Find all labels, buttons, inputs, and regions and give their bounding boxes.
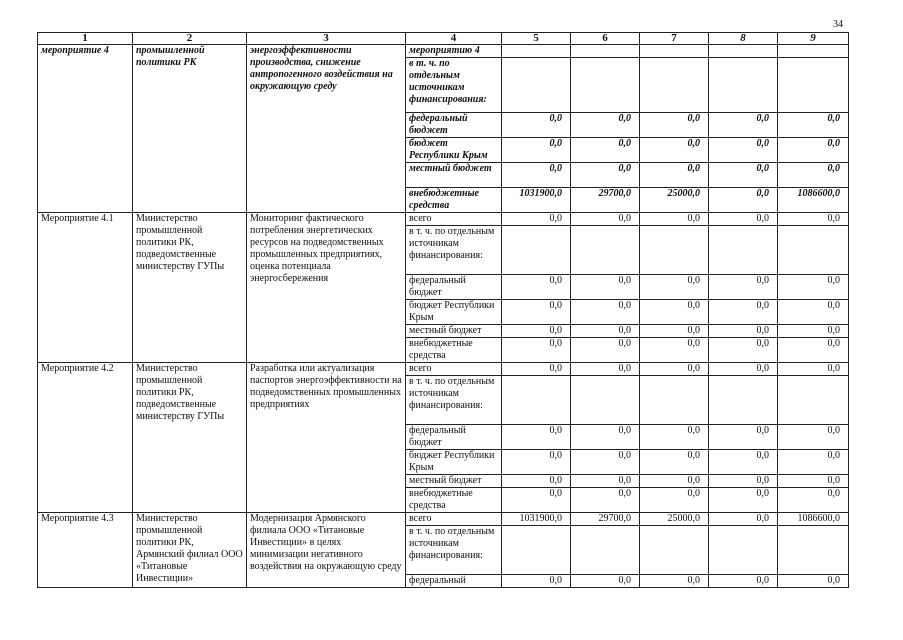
amount-cell: 0,0 bbox=[502, 425, 571, 450]
amount-cell bbox=[709, 45, 778, 58]
amount-cell: 0,0 bbox=[709, 575, 778, 588]
amount-cell: 0,0 bbox=[502, 138, 571, 163]
measure-name: Мероприятие 4.2 bbox=[38, 363, 133, 513]
amount-cell: 0,0 bbox=[640, 488, 709, 513]
amount-cell bbox=[571, 526, 640, 575]
amount-cell: 0,0 bbox=[640, 138, 709, 163]
amount-cell bbox=[778, 526, 849, 575]
funding-source: внебюджетные средства bbox=[406, 188, 502, 213]
amount-cell: 0,0 bbox=[640, 275, 709, 300]
funding-source: местный бюджет bbox=[406, 475, 502, 488]
amount-cell bbox=[640, 526, 709, 575]
amount-cell: 0,0 bbox=[778, 488, 849, 513]
funding-source: мероприятию 4 bbox=[406, 45, 502, 58]
funding-source: в т. ч. по отдельным источникам финансирования: bbox=[406, 526, 502, 575]
amount-cell: 0,0 bbox=[571, 163, 640, 188]
amount-cell bbox=[640, 376, 709, 425]
amount-cell bbox=[571, 45, 640, 58]
table-row bbox=[38, 363, 849, 376]
amount-cell bbox=[709, 526, 778, 575]
budget-table bbox=[37, 32, 849, 588]
amount-cell: 0,0 bbox=[571, 425, 640, 450]
amount-cell: 0,0 bbox=[502, 163, 571, 188]
column-number: 9 bbox=[778, 33, 849, 45]
amount-cell: 0,0 bbox=[709, 450, 778, 475]
table-row bbox=[38, 45, 849, 58]
amount-cell: 0,0 bbox=[640, 338, 709, 363]
amount-cell bbox=[571, 226, 640, 275]
amount-cell: 0,0 bbox=[502, 475, 571, 488]
amount-cell: 0,0 bbox=[709, 188, 778, 213]
amount-cell bbox=[709, 376, 778, 425]
amount-cell: 0,0 bbox=[502, 213, 571, 226]
funding-source: местный бюджет bbox=[406, 325, 502, 338]
funding-source: всего bbox=[406, 363, 502, 376]
amount-cell: 0,0 bbox=[640, 213, 709, 226]
amount-cell: 0,0 bbox=[778, 338, 849, 363]
executor: Министерство промышленной политики РК, подведомственные министерству ГУПы bbox=[133, 363, 247, 513]
table-row bbox=[38, 213, 849, 226]
amount-cell: 0,0 bbox=[709, 300, 778, 325]
amount-cell: 0,0 bbox=[778, 300, 849, 325]
measure-name: мероприятие 4 bbox=[38, 45, 133, 213]
amount-cell: 0,0 bbox=[571, 113, 640, 138]
funding-source: внебюджетные средства bbox=[406, 338, 502, 363]
amount-cell: 0,0 bbox=[571, 450, 640, 475]
column-number: 8 bbox=[709, 33, 778, 45]
amount-cell: 0,0 bbox=[778, 475, 849, 488]
funding-source: в т. ч. по отдельным источникам финансирования: bbox=[406, 226, 502, 275]
amount-cell: 0,0 bbox=[709, 363, 778, 376]
measure-name: Мероприятие 4.1 bbox=[38, 213, 133, 363]
funding-source: всего bbox=[406, 513, 502, 526]
amount-cell: 0,0 bbox=[571, 363, 640, 376]
amount-cell: 0,0 bbox=[502, 113, 571, 138]
amount-cell bbox=[502, 226, 571, 275]
amount-cell: 0,0 bbox=[640, 425, 709, 450]
amount-cell: 0,0 bbox=[640, 300, 709, 325]
amount-cell: 0,0 bbox=[709, 425, 778, 450]
column-number: 5 bbox=[502, 33, 571, 45]
amount-cell: 0,0 bbox=[571, 575, 640, 588]
amount-cell: 25000,0 bbox=[640, 513, 709, 526]
amount-cell bbox=[502, 526, 571, 575]
column-number: 6 bbox=[571, 33, 640, 45]
amount-cell: 0,0 bbox=[571, 488, 640, 513]
amount-cell: 0,0 bbox=[778, 138, 849, 163]
column-number: 4 bbox=[406, 33, 502, 45]
amount-cell: 0,0 bbox=[778, 425, 849, 450]
amount-cell: 0,0 bbox=[709, 163, 778, 188]
measure-description: Модернизация Армянского филиала ООО «Титановые Инвестиции» в целях минимизации негативного воздействия на окружающую среду bbox=[247, 513, 406, 588]
amount-cell: 0,0 bbox=[709, 113, 778, 138]
amount-cell: 0,0 bbox=[709, 488, 778, 513]
amount-cell: 0,0 bbox=[571, 138, 640, 163]
executor: Министерство промышленной политики РК, Армянский филиал ООО «Титановые Инвестиции» bbox=[133, 513, 247, 588]
amount-cell: 1086600,0 bbox=[778, 513, 849, 526]
amount-cell: 0,0 bbox=[778, 213, 849, 226]
amount-cell: 0,0 bbox=[709, 138, 778, 163]
funding-source: федеральный бюджет bbox=[406, 275, 502, 300]
funding-source: федеральный бюджет bbox=[406, 113, 502, 138]
column-number: 7 bbox=[640, 33, 709, 45]
amount-cell: 0,0 bbox=[571, 213, 640, 226]
funding-source: бюджет Республики Крым bbox=[406, 300, 502, 325]
page-number: 34 bbox=[833, 19, 843, 30]
funding-source: в т. ч. по отдельным источникам финансирования: bbox=[406, 376, 502, 425]
funding-source: бюджет Республики Крым bbox=[406, 450, 502, 475]
amount-cell bbox=[709, 58, 778, 113]
amount-cell bbox=[571, 58, 640, 113]
amount-cell: 0,0 bbox=[502, 275, 571, 300]
amount-cell: 0,0 bbox=[640, 475, 709, 488]
amount-cell bbox=[778, 45, 849, 58]
amount-cell: 0,0 bbox=[709, 338, 778, 363]
amount-cell bbox=[502, 58, 571, 113]
funding-source: местный бюджет bbox=[406, 163, 502, 188]
column-number: 1 bbox=[38, 33, 133, 45]
amount-cell: 0,0 bbox=[778, 325, 849, 338]
funding-source: бюджет Республики Крым bbox=[406, 138, 502, 163]
column-number: 2 bbox=[133, 33, 247, 45]
measure-description: Разработка или актуализация паспортов энергоэффективности на подведомственных промышленных предприятиях bbox=[247, 363, 406, 513]
funding-source: в т. ч. по отдельным источникам финансирования: bbox=[406, 58, 502, 113]
amount-cell: 0,0 bbox=[640, 325, 709, 338]
amount-cell: 0,0 bbox=[571, 275, 640, 300]
amount-cell: 0,0 bbox=[502, 338, 571, 363]
measure-description: энергоэффективности производства, снижение антропогенного воздействия на окружающую среду bbox=[247, 45, 406, 213]
amount-cell: 0,0 bbox=[778, 363, 849, 376]
amount-cell: 29700,0 bbox=[571, 513, 640, 526]
amount-cell: 1086600,0 bbox=[778, 188, 849, 213]
amount-cell bbox=[640, 58, 709, 113]
amount-cell: 1031900,0 bbox=[502, 188, 571, 213]
amount-cell bbox=[709, 226, 778, 275]
amount-cell: 0,0 bbox=[502, 363, 571, 376]
amount-cell bbox=[640, 45, 709, 58]
amount-cell: 25000,0 bbox=[640, 188, 709, 213]
amount-cell: 0,0 bbox=[778, 163, 849, 188]
amount-cell bbox=[640, 226, 709, 275]
amount-cell: 0,0 bbox=[640, 450, 709, 475]
amount-cell bbox=[502, 45, 571, 58]
amount-cell bbox=[778, 376, 849, 425]
column-number-row bbox=[38, 33, 849, 45]
measure-description: Мониторинг фактического потребления энергетических ресурсов на подведомственных промышленных предприятиях, оценка потенциала энергосбережения bbox=[247, 213, 406, 363]
amount-cell bbox=[778, 226, 849, 275]
amount-cell: 0,0 bbox=[502, 450, 571, 475]
amount-cell: 0,0 bbox=[502, 575, 571, 588]
amount-cell: 0,0 bbox=[571, 338, 640, 363]
amount-cell: 0,0 bbox=[778, 575, 849, 588]
funding-source: всего bbox=[406, 213, 502, 226]
amount-cell: 1031900,0 bbox=[502, 513, 571, 526]
amount-cell: 0,0 bbox=[778, 275, 849, 300]
amount-cell: 0,0 bbox=[502, 488, 571, 513]
amount-cell: 0,0 bbox=[571, 300, 640, 325]
funding-source: внебюджетные средства bbox=[406, 488, 502, 513]
amount-cell: 0,0 bbox=[640, 363, 709, 376]
amount-cell: 0,0 bbox=[709, 475, 778, 488]
amount-cell: 0,0 bbox=[571, 325, 640, 338]
amount-cell bbox=[502, 376, 571, 425]
amount-cell bbox=[778, 58, 849, 113]
funding-source: федеральный bbox=[406, 575, 502, 588]
amount-cell: 0,0 bbox=[640, 163, 709, 188]
measure-name: Мероприятие 4.3 bbox=[38, 513, 133, 588]
executor: промышленной политики РК bbox=[133, 45, 247, 213]
amount-cell: 0,0 bbox=[640, 575, 709, 588]
amount-cell: 0,0 bbox=[709, 325, 778, 338]
amount-cell: 0,0 bbox=[640, 113, 709, 138]
executor: Министерство промышленной политики РК, подведомственные министерству ГУПы bbox=[133, 213, 247, 363]
column-number: 3 bbox=[247, 33, 406, 45]
amount-cell: 0,0 bbox=[778, 450, 849, 475]
amount-cell bbox=[571, 376, 640, 425]
amount-cell: 0,0 bbox=[571, 475, 640, 488]
amount-cell: 0,0 bbox=[709, 275, 778, 300]
amount-cell: 29700,0 bbox=[571, 188, 640, 213]
amount-cell: 0,0 bbox=[502, 325, 571, 338]
table-row bbox=[38, 513, 849, 526]
amount-cell: 0,0 bbox=[778, 113, 849, 138]
amount-cell: 0,0 bbox=[709, 513, 778, 526]
funding-source: федеральный бюджет bbox=[406, 425, 502, 450]
amount-cell: 0,0 bbox=[709, 213, 778, 226]
amount-cell: 0,0 bbox=[502, 300, 571, 325]
